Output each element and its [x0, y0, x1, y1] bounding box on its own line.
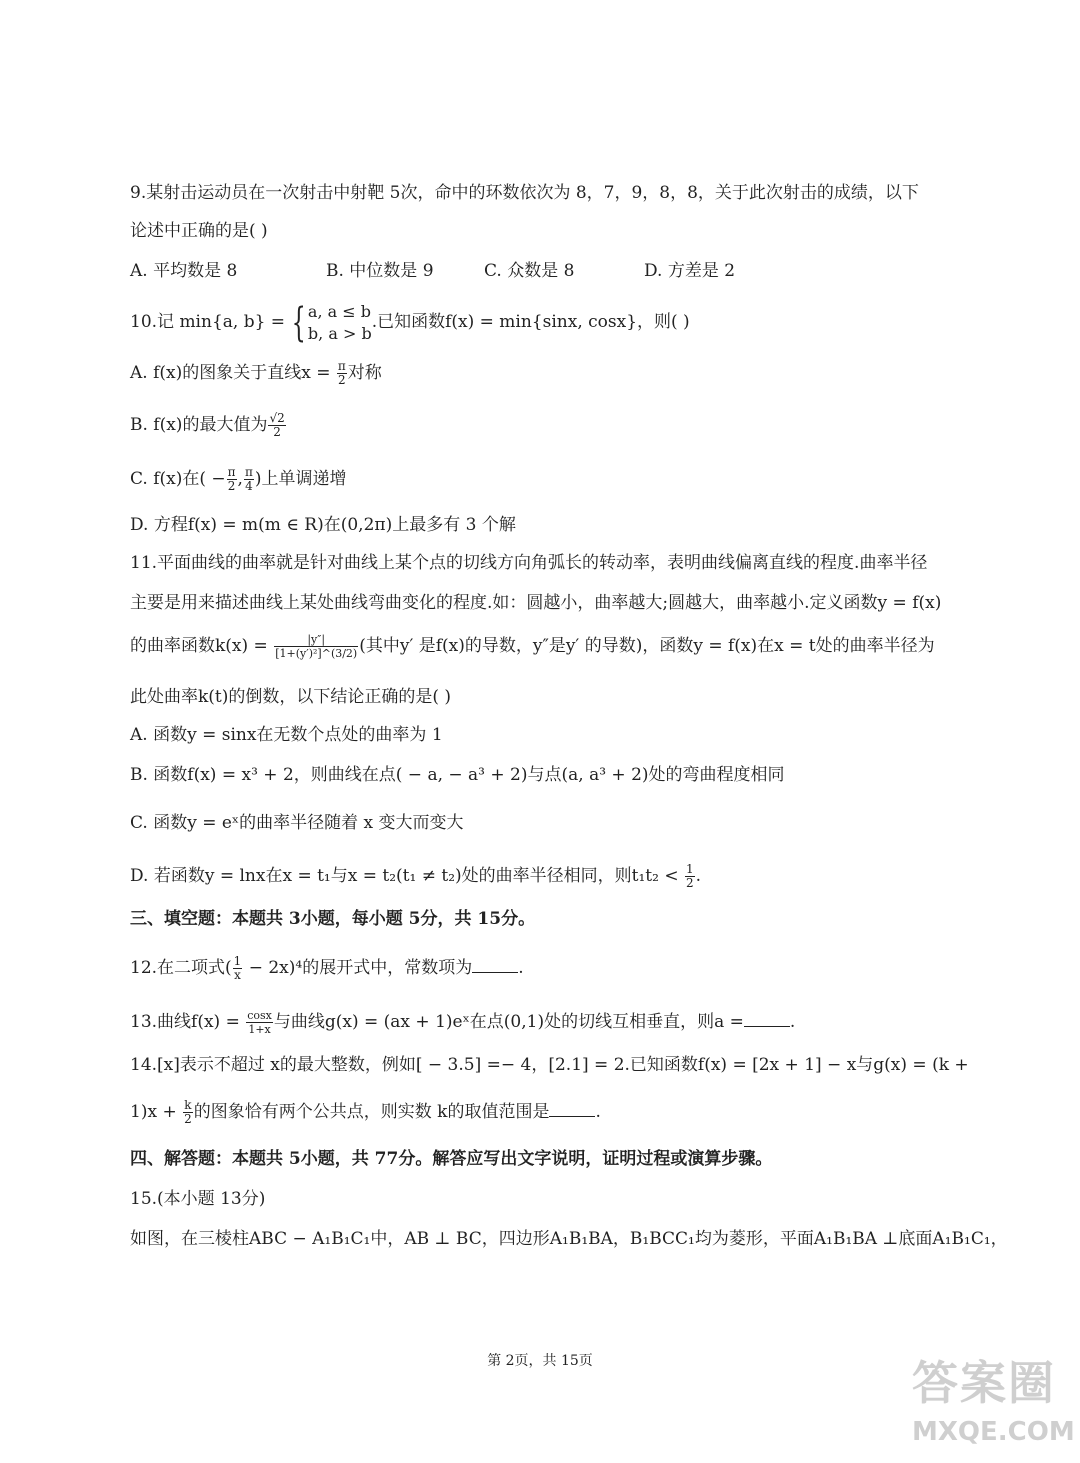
q14-stem-line2	[130, 1094, 601, 1130]
q10-option-a-fraction	[337, 360, 347, 387]
q10-case1: a, a ≤ b	[307, 301, 371, 321]
q14-line2-text: 1)x +	[130, 1102, 183, 1122]
fraction-denominator: x	[234, 968, 241, 982]
q9-stem-line1: 9.某射击运动员在一次射击中射靶 5次，命中的环数依次为 8，7，9，8，8，关于此次射击的成绩，以下	[130, 183, 919, 203]
q14-stem-line1: 14.[x]表示不超过 x的最大整数，例如[ − 3.5] =− 4，[2.1] = 2.已知函数f(x) = [2x + 1] − x与g(x) = (k +	[130, 1055, 969, 1075]
section-4-heading: 四、解答题：本题共 5小题，共 77分。解答应写出文字说明，证明过程或演算步骤。	[130, 1149, 773, 1169]
fraction-denominator: [1+(y′)²]^(3/2)	[275, 647, 358, 660]
q11-stem-line3	[130, 628, 935, 664]
fraction-numerator: cosx	[247, 1009, 272, 1022]
page-footer: 第 2页，共 15页	[487, 1353, 593, 1369]
q12-fraction	[233, 955, 243, 982]
q11-curvature-fraction	[274, 633, 358, 660]
q14-line2-tail: 的图象恰有两个公共点，则实数 k的取值范围是	[193, 1102, 550, 1122]
q10-option-d: D. 方程f(x) = m(m ∈ R)在(0,2π)上最多有 3 个解	[130, 515, 516, 535]
q10-option-c-fraction2	[244, 466, 254, 493]
watermark-logo	[912, 1347, 1075, 1457]
q10-prefix: 10.记 min{a, b} =	[130, 312, 291, 332]
q11-option-d	[130, 858, 701, 894]
q10-option-c-comma: ,	[237, 469, 243, 489]
q11-stem-line2: 主要是用来描述曲线上某处曲线弯曲变化的程度.如：圆越小，曲率越大;圆越大，曲率越小.定义函数y = f(x)	[130, 593, 942, 613]
q13-answer-blank[interactable]	[744, 1010, 790, 1027]
fraction-numerator: π	[337, 359, 346, 373]
q11-option-d-tail: .	[695, 866, 702, 886]
fraction-numerator: |y″|	[274, 633, 358, 647]
q10-option-a-text: A. f(x)的图象关于直线x =	[130, 363, 336, 383]
fraction-numerator: 1	[233, 954, 242, 968]
q10-option-c	[130, 466, 346, 493]
q14-answer-blank[interactable]	[549, 1100, 595, 1117]
q11-option-c: C. 函数y = eˣ的曲率半径随着 x 变大而变大	[130, 813, 464, 833]
watermark-logo-text: 答案圈	[912, 1356, 1056, 1410]
q12-text-tail: − 2x)⁴的展开式中，常数项为	[243, 958, 473, 978]
fraction-denominator: 2	[338, 373, 346, 387]
q15-stem-line1: 如图，在三棱柱ABC − A₁B₁C₁中，AB ⊥ BC，四边形A₁B₁BA，B₁BCC₁均为菱形，平面A₁B₁BA ⊥底面A₁B₁C₁，	[130, 1229, 1008, 1249]
q15-title: 15.(本小题 13分)	[130, 1189, 266, 1209]
q9-option-c: C. 众数是 8	[484, 261, 575, 281]
q10-cases	[308, 301, 372, 345]
q13-text-tail: 与曲线g(x) = (ax + 1)eˣ在点(0,1)处的切线互相垂直，则a =	[273, 1012, 744, 1032]
fraction-denominator: 2	[273, 425, 281, 439]
q12-end: .	[518, 958, 524, 978]
q13-stem	[130, 1004, 795, 1040]
q10-option-c-text: C. f(x)在( −	[130, 469, 226, 489]
q10-option-c-fraction1	[227, 466, 237, 493]
fraction-numerator: √2	[269, 411, 285, 425]
q13-end: .	[789, 1012, 796, 1032]
fraction-denominator: 2	[686, 876, 694, 890]
q10-option-b-fraction	[268, 412, 285, 439]
fraction-denominator: 2	[227, 479, 236, 493]
fraction-denominator: 4	[245, 479, 253, 493]
q11-line3-tail: (其中y′ 是f(x)的导数，y″是y′ 的导数)，函数y = f(x)在x = t处的曲率半径为	[359, 636, 935, 656]
q10-case2: b, a > b	[307, 323, 372, 343]
q9-option-d: D. 方差是 2	[644, 261, 736, 281]
q11-option-b: B. 函数f(x) = x³ + 2，则曲线在点( − a, − a³ + 2)与点(a, a³ + 2)处的弯曲程度相同	[130, 765, 785, 785]
q12-text: 12.在二项式(	[130, 958, 232, 978]
q9-option-a: A. 平均数是 8	[130, 261, 238, 281]
q10-stem	[130, 300, 690, 345]
q11-option-d-text: D. 若函数y = lnx在x = t₁与x = t₂(t₁ ≠ t₂)处的曲率半径相同，则t₁t₂ <	[130, 866, 684, 886]
q10-option-a	[130, 360, 382, 387]
section-3-heading: 三、填空题：本题共 3小题，每小题 5分，共 15分。	[130, 909, 536, 929]
q11-stem-line4: 此处曲率k(t)的倒数，以下结论正确的是( )	[130, 687, 452, 707]
q14-fraction	[183, 1099, 193, 1126]
q11-line3-text: 的曲率函数k(x) =	[130, 636, 274, 656]
q13-fraction	[246, 1009, 273, 1036]
q9-option-b: B. 中位数是 9	[326, 261, 434, 281]
q11-option-d-fraction	[685, 863, 695, 890]
fraction-numerator: 1	[686, 862, 694, 876]
fraction-numerator: π	[244, 465, 253, 479]
q12-stem	[130, 950, 524, 986]
fraction-denominator: 2	[184, 1112, 192, 1126]
q10-option-a-tail: 对称	[347, 363, 382, 383]
q10-option-b	[130, 412, 287, 439]
q9-options	[130, 258, 735, 284]
q13-text: 13.曲线f(x) =	[130, 1012, 246, 1032]
q12-answer-blank[interactable]	[472, 956, 518, 973]
fraction-denominator: 1+x	[248, 1023, 271, 1036]
q10-brace: {	[292, 299, 307, 346]
q14-end: .	[595, 1102, 601, 1122]
q9-stem-line2: 论述中正确的是( )	[130, 221, 268, 241]
q11-stem-line1: 11.平面曲线的曲率就是针对曲线上某个点的切线方向角弧长的转动率，表明曲线偏离直线的程度.曲率半径	[130, 553, 928, 573]
q11-option-a: A. 函数y = sinx在无数个点处的曲率为 1	[130, 725, 443, 745]
q10-option-b-text: B. f(x)的最大值为	[130, 415, 268, 435]
watermark-site-text: MXQE.COM	[912, 1417, 1075, 1447]
q10-suffix: .已知函数f(x) = min{sinx, cosx}，则( )	[371, 312, 690, 332]
fraction-numerator: k	[184, 1098, 192, 1112]
fraction-numerator: π	[227, 465, 236, 479]
q10-option-c-tail: )上单调递增	[254, 469, 347, 489]
